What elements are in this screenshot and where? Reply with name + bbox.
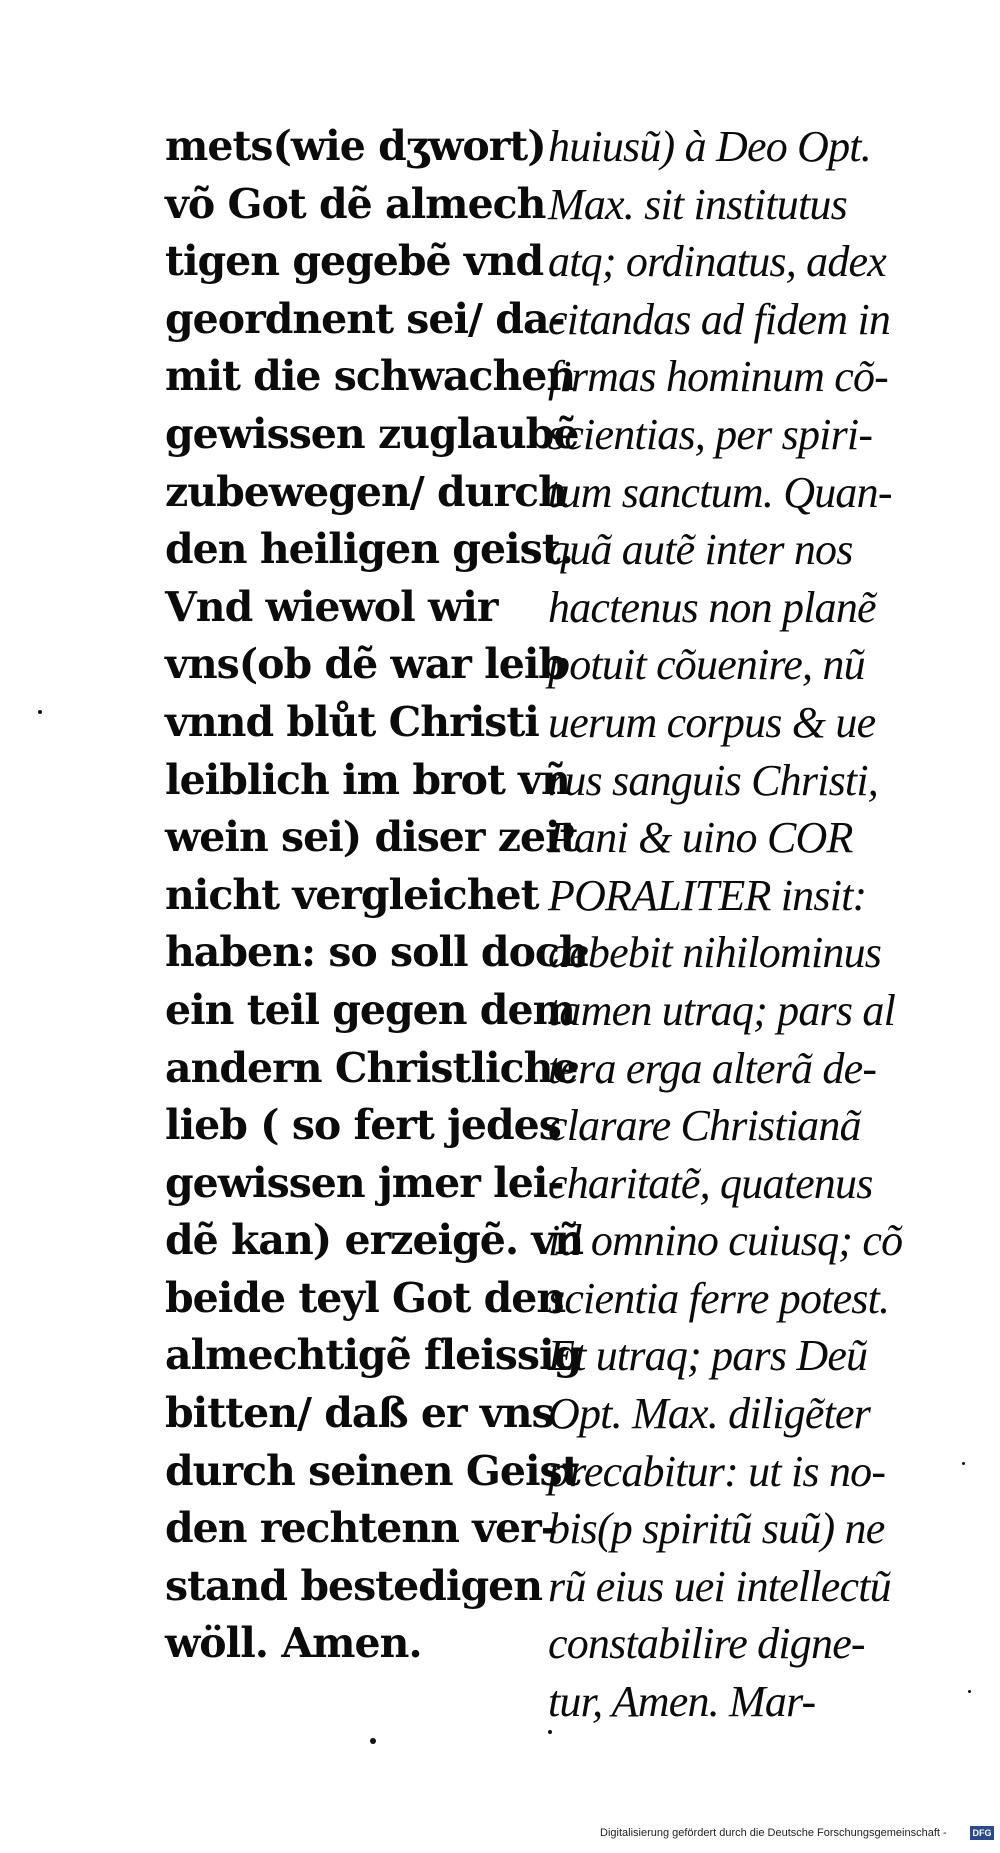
german-line: haben: so soll doch — [165, 928, 588, 977]
latin-line: Et utraq; pars Deũ — [548, 1331, 868, 1381]
latin-line: Pani & uino COR — [548, 813, 853, 863]
latin-line: charitatẽ, quatenus — [548, 1158, 873, 1208]
dfg-logo: DFG — [970, 1826, 994, 1840]
german-line: den heiligen geist. — [165, 525, 573, 574]
german-line: leiblich im brot vñ — [165, 755, 570, 804]
german-line: nicht vergleichet — [165, 870, 539, 919]
german-line: almechtigẽ fleissig — [165, 1331, 582, 1380]
latin-line: scientia ferre potest. — [548, 1273, 890, 1323]
digitization-credit: Digitalisierung gefördert durch die Deutsche Forschungsgemeinschaft - — [600, 1827, 947, 1839]
german-line: wein sei) diser zeit — [165, 813, 578, 862]
german-line: gewissen zuglaubẽ — [165, 409, 579, 458]
german-line: Vnd wiewol wir — [165, 582, 498, 631]
german-line: võ Got dẽ almech — [165, 179, 546, 228]
german-line: ein teil gegen dem — [165, 985, 575, 1034]
latin-line: rũ eius uei intellectũ — [548, 1561, 891, 1611]
german-line: tigen gegebẽ vnd — [165, 237, 544, 286]
german-line: bitten/ daß er vns — [165, 1389, 554, 1438]
german-line: mets(wie dʒwort) — [165, 122, 546, 170]
german-line: dẽ kan) erzeigẽ. vñ — [165, 1216, 584, 1265]
latin-line: precabitur: ut is no- — [548, 1446, 886, 1496]
scan-speck — [962, 1462, 965, 1465]
german-line: vnnd blůt Christi — [165, 697, 539, 746]
latin-line: hactenus non planẽ — [548, 582, 876, 632]
latin-line: tur, Amen. Mar- — [548, 1677, 816, 1727]
german-line: zubewegen/ durch — [165, 467, 567, 516]
latin-line: rus sanguis Christi, — [548, 755, 878, 805]
latin-line: Max. sit institutus — [548, 179, 847, 229]
latin-line: tum sanctum. Quan- — [548, 467, 892, 517]
latin-line: quã autẽ inter nos — [548, 525, 853, 575]
scan-speck — [548, 1730, 552, 1734]
latin-line: id omnino cuiusq; cõ — [548, 1216, 903, 1266]
latin-line: constabilire digne- — [548, 1619, 865, 1669]
latin-line: tamen utraq; pars al — [548, 985, 896, 1035]
scan-speck — [370, 1738, 376, 1744]
scan-speck — [38, 710, 42, 714]
latin-line: scientias, per spiri- — [548, 409, 873, 459]
german-line: mit die schwachen — [165, 352, 576, 401]
latin-line: PORALITER insit: — [548, 870, 867, 920]
german-line: durch seinen Geist — [165, 1446, 580, 1495]
german-column — [165, 118, 588, 1673]
latin-line: uerum corpus & ue — [548, 697, 876, 747]
latin-line: Opt. Max. diligẽter — [548, 1389, 871, 1439]
german-line: wöll. Amen. — [165, 1619, 422, 1668]
latin-line: firmas hominum cõ- — [548, 352, 889, 402]
german-line: gewissen jmer lei- — [165, 1158, 564, 1207]
german-line: den rechtenn ver- — [165, 1504, 557, 1553]
german-line: stand bestedigen — [165, 1561, 543, 1610]
latin-line: potuit cõuenire, nũ — [548, 640, 865, 690]
german-line: geordnent sei/ da- — [165, 294, 565, 343]
german-line: vns(ob dẽ war leib — [165, 640, 567, 689]
latin-line: huiusũ) à Deo Opt. — [548, 122, 871, 171]
latin-line: debebit nihilominus — [548, 928, 882, 978]
latin-line: bis(p spiritũ suũ) ne — [548, 1504, 885, 1554]
latin-line: citandas ad fidem in — [548, 294, 891, 344]
latin-column — [548, 118, 920, 1731]
latin-line: clarare Christianã — [548, 1101, 861, 1151]
german-line: lieb ( so fert jedes — [165, 1101, 561, 1150]
latin-line: tera erga alterã de- — [548, 1043, 877, 1093]
german-line: andern Christliche — [165, 1043, 578, 1092]
scan-speck — [968, 1690, 971, 1693]
latin-line: atq; ordinatus, adex — [548, 237, 886, 287]
german-line: beide teyl Got den — [165, 1273, 566, 1322]
